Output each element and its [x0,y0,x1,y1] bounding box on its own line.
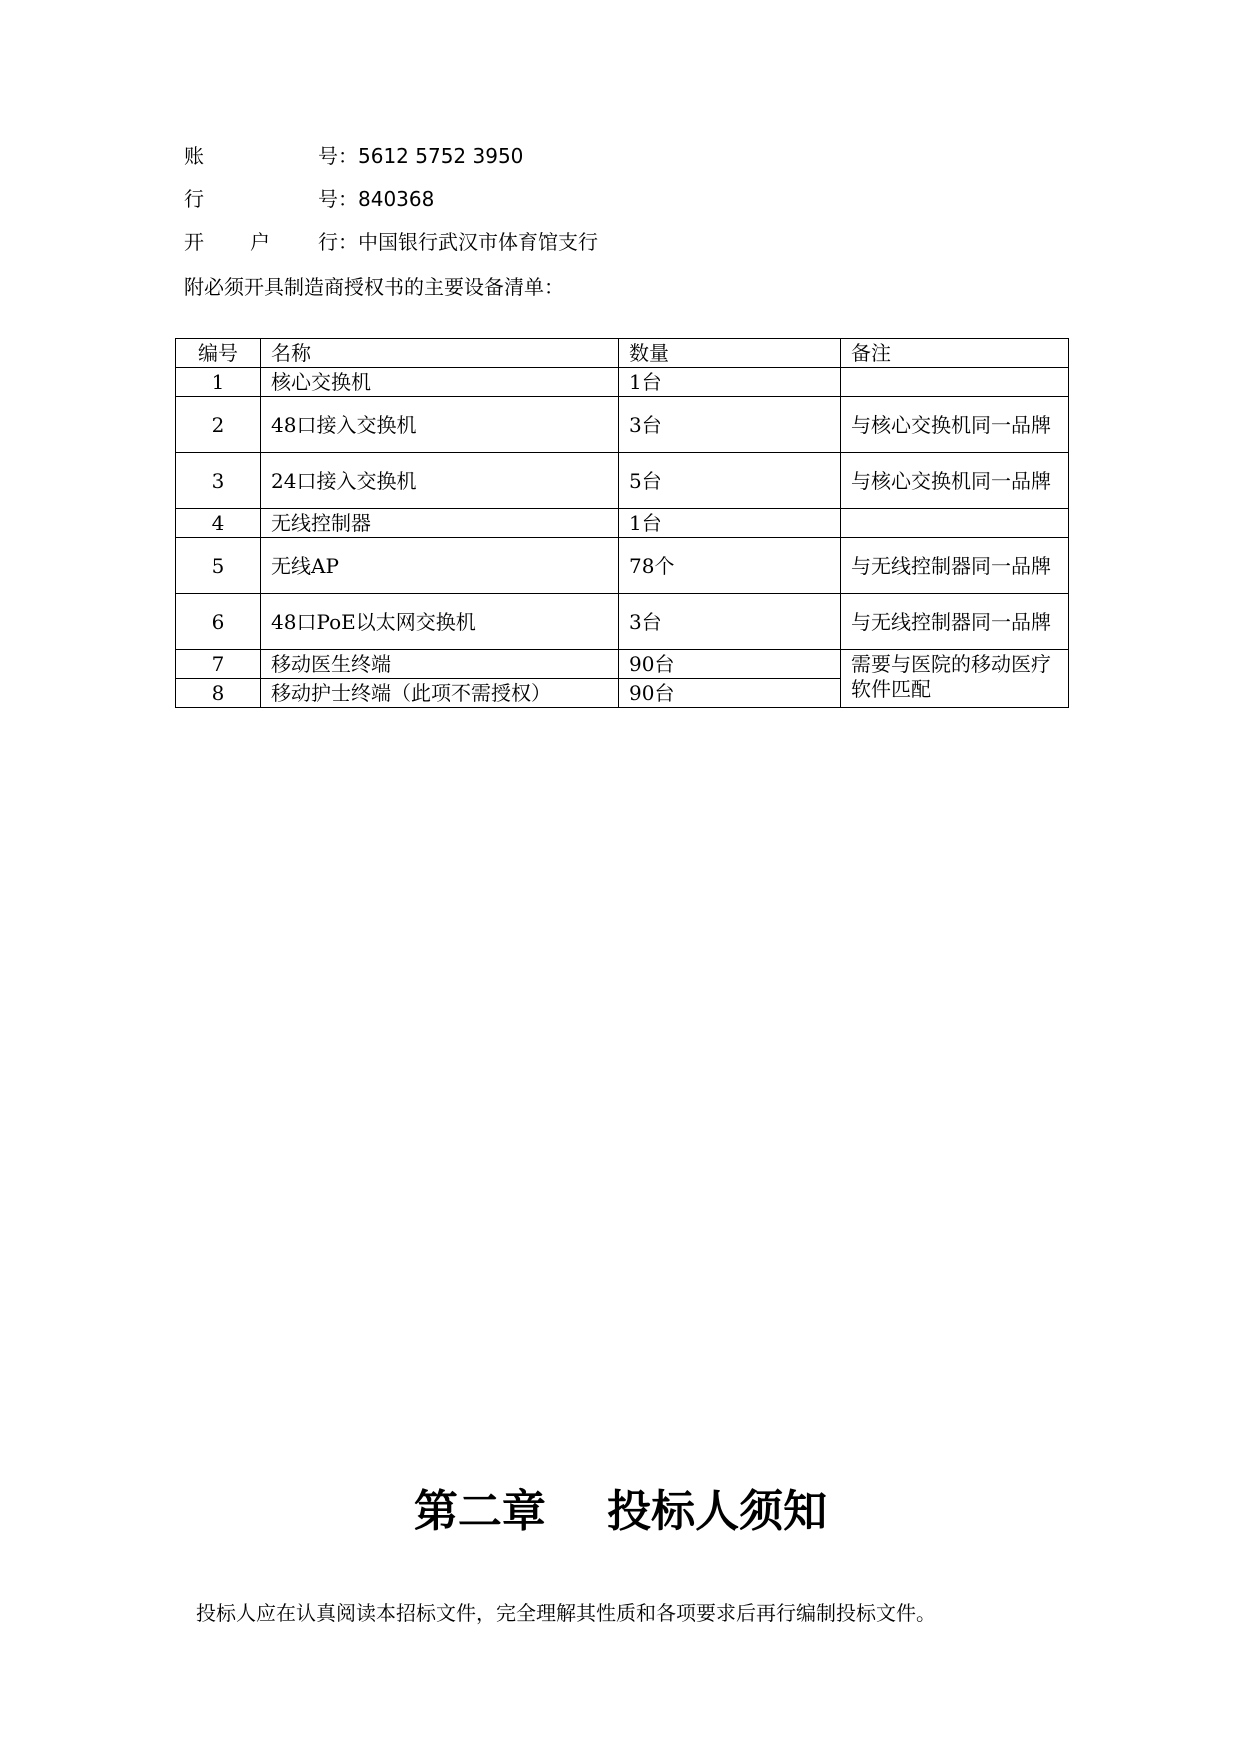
bank-name-label-suffix: 行： [318,230,358,254]
header-name: 名称 [261,339,619,368]
chapter-paragraph: 投标人应在认真阅读本招标文件，完全理解其性质和各项要求后再行编制投标文件。 [196,1601,936,1625]
row-qty: 3台 [619,594,841,650]
bank-code-label-suffix: 号： [318,187,358,211]
row-qty: 5台 [619,453,841,509]
row-qty: 1台 [619,509,841,538]
table-row [176,453,1069,509]
row-no: 1 [176,368,261,397]
row-qty: 1台 [619,368,841,397]
header-note: 备注 [841,339,1069,368]
row-name: 无线AP [261,538,619,594]
row-note: 与核心交换机同一品牌 [841,453,1069,509]
row-note: 与无线控制器同一品牌 [841,594,1069,650]
row-note: 与核心交换机同一品牌 [841,397,1069,453]
bank-name-text: 中国银行武汉市体育馆支行 [358,230,598,254]
row-note [841,509,1069,538]
row-no: 4 [176,509,261,538]
table-header-row [176,339,1069,368]
account-value [318,139,523,173]
account-number-line [0,139,1241,173]
bank-code-value [318,182,434,216]
bank-name-line [0,225,1241,259]
table-row [176,509,1069,538]
row-note [841,368,1069,397]
row-no: 3 [176,453,261,509]
account-label-suffix: 号： [318,144,358,168]
header-qty: 数量 [619,339,841,368]
bank-name-value [318,225,598,259]
bank-name-label-mid: 户 [250,230,270,254]
row-qty: 90台 [619,679,841,708]
row-no: 2 [176,397,261,453]
account-number: 5612 5752 3950 [358,144,524,168]
equipment-list-intro: 附必须开具制造商授权书的主要设备清单： [184,275,564,299]
row-note: 与无线控制器同一品牌 [841,538,1069,594]
row-no: 6 [176,594,261,650]
bank-name-label: 开 [184,230,204,254]
row-note-merged: 需要与医院的移动医疗软件匹配 [841,650,1069,708]
row-name: 24口接入交换机 [261,453,619,509]
row-no: 5 [176,538,261,594]
table-row [176,650,1069,679]
table-row [176,368,1069,397]
row-qty: 90台 [619,650,841,679]
header-no: 编号 [176,339,261,368]
row-qty: 78个 [619,538,841,594]
row-name: 移动护士终端（此项不需授权） [261,679,619,708]
row-name: 48口接入交换机 [261,397,619,453]
bank-code-line [0,182,1241,216]
table-row [176,594,1069,650]
row-no: 8 [176,679,261,708]
row-no: 7 [176,650,261,679]
bank-code-label: 行 [184,187,204,211]
equipment-table [175,338,1069,708]
table-row [176,397,1069,453]
row-qty: 3台 [619,397,841,453]
row-name: 无线控制器 [261,509,619,538]
table-row [176,538,1069,594]
row-name: 移动医生终端 [261,650,619,679]
bank-code-number: 840368 [358,187,435,211]
chapter-title: 第二章 投标人须知 [413,1486,828,1537]
row-name: 48口PoE以太网交换机 [261,594,619,650]
account-label: 账 [184,144,204,168]
row-name: 核心交换机 [261,368,619,397]
